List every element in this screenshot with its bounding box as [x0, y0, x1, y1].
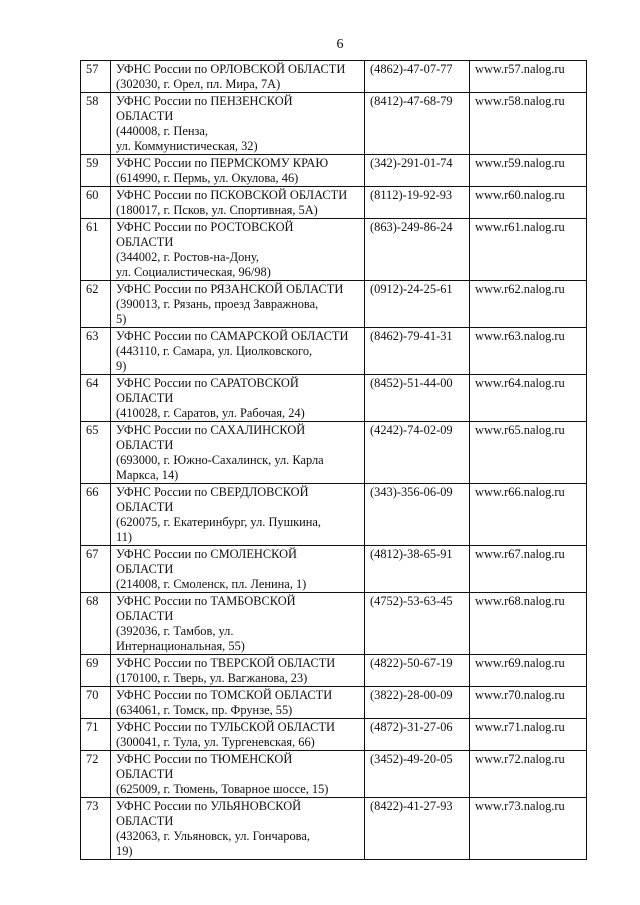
row-number: 61 — [81, 219, 111, 281]
office-cell — [111, 93, 365, 155]
office-phone: (0912)-24-25-61 — [365, 281, 470, 328]
office-name: ОБЛАСТИ — [116, 500, 174, 514]
office-cell — [111, 422, 365, 484]
row-number: 71 — [81, 719, 111, 751]
office-address: 9) — [116, 359, 127, 373]
row-number: 63 — [81, 328, 111, 375]
office-address: (625009, г. Тюмень, Товарное шоссе, 15) — [116, 782, 329, 796]
office-address: (634061, г. Томск, пр. Фрунзе, 55) — [116, 703, 293, 717]
office-name: УФНС России по ТОМСКОЙ ОБЛАСТИ — [116, 688, 333, 702]
office-website: www.r63.nalog.ru — [470, 328, 587, 375]
office-website: www.r59.nalog.ru — [470, 155, 587, 187]
office-address: 19) — [116, 844, 133, 858]
office-name: ОБЛАСТИ — [116, 235, 174, 249]
row-number: 67 — [81, 546, 111, 593]
table-row — [81, 422, 587, 484]
office-website: www.r61.nalog.ru — [470, 219, 587, 281]
office-website: www.r73.nalog.ru — [470, 798, 587, 860]
office-address: ул. Коммунистическая, 32) — [116, 139, 258, 153]
office-name: УФНС России по ПЕРМСКОМУ КРАЮ — [116, 156, 329, 170]
office-address: (390013, г. Рязань, проезд Завражнова, — [116, 297, 319, 311]
office-website: www.r64.nalog.ru — [470, 375, 587, 422]
row-number: 60 — [81, 187, 111, 219]
office-address: Маркса, 14) — [116, 468, 179, 482]
office-address: (392036, г. Тамбов, ул. — [116, 624, 234, 638]
row-number: 57 — [81, 61, 111, 93]
row-number: 68 — [81, 593, 111, 655]
page-number: 6 — [336, 37, 344, 52]
office-phone: (863)-249-86-24 — [365, 219, 470, 281]
office-phone: (343)-356-06-09 — [365, 484, 470, 546]
office-name: УФНС России по ТВЕРСКОЙ ОБЛАСТИ — [116, 656, 336, 670]
office-cell — [111, 375, 365, 422]
office-website: www.r57.nalog.ru — [470, 61, 587, 93]
tax-offices-table — [80, 60, 587, 860]
office-address: (214008, г. Смоленск, пл. Ленина, 1) — [116, 577, 307, 591]
table-row — [81, 655, 587, 687]
office-address: (432063, г. Ульяновск, ул. Гончарова, — [116, 829, 310, 843]
office-cell — [111, 593, 365, 655]
office-cell — [111, 655, 365, 687]
office-phone: (342)-291-01-74 — [365, 155, 470, 187]
office-address: (302030, г. Орел, пл. Мира, 7А) — [116, 77, 281, 91]
office-phone: (8112)-19-92-93 — [365, 187, 470, 219]
office-name: УФНС России по САМАРСКОЙ ОБЛАСТИ — [116, 329, 349, 343]
office-address: (300041, г. Тула, ул. Тургеневская, 66) — [116, 735, 315, 749]
office-website: www.r66.nalog.ru — [470, 484, 587, 546]
office-address: ул. Социалистическая, 96/98) — [116, 265, 271, 279]
office-phone: (3452)-49-20-05 — [365, 751, 470, 798]
row-number: 59 — [81, 155, 111, 187]
office-cell — [111, 187, 365, 219]
office-address: (180017, г. Псков, ул. Спортивная, 5А) — [116, 203, 318, 217]
office-phone: (4752)-53-63-45 — [365, 593, 470, 655]
office-phone: (4812)-38-65-91 — [365, 546, 470, 593]
office-address: 5) — [116, 312, 127, 326]
row-number: 66 — [81, 484, 111, 546]
office-name: УФНС России по ОРЛОВСКОЙ ОБЛАСТИ — [116, 62, 346, 76]
office-name: ОБЛАСТИ — [116, 109, 174, 123]
table-row — [81, 593, 587, 655]
office-website: www.r62.nalog.ru — [470, 281, 587, 328]
office-cell — [111, 281, 365, 328]
office-name: ОБЛАСТИ — [116, 562, 174, 576]
table-row — [81, 219, 587, 281]
office-address: (614990, г. Пермь, ул. Окулова, 46) — [116, 171, 299, 185]
office-phone: (8422)-41-27-93 — [365, 798, 470, 860]
office-website: www.r70.nalog.ru — [470, 687, 587, 719]
office-name: УФНС России по САРАТОВСКОЙ — [116, 376, 299, 390]
table-row — [81, 751, 587, 798]
office-address: (443110, г. Самара, ул. Циолковского, — [116, 344, 313, 358]
office-cell — [111, 751, 365, 798]
office-address: (344002, г. Ростов-на-Дону, — [116, 250, 259, 264]
office-website: www.r68.nalog.ru — [470, 593, 587, 655]
office-address: (620075, г. Екатеринбург, ул. Пушкина, — [116, 515, 322, 529]
office-name: УФНС России по ТУЛЬСКОЙ ОБЛАСТИ — [116, 720, 335, 734]
table-row — [81, 155, 587, 187]
office-address: (440008, г. Пенза, — [116, 124, 208, 138]
table-row — [81, 484, 587, 546]
table-row — [81, 798, 587, 860]
row-number: 69 — [81, 655, 111, 687]
office-name: УФНС России по РЯЗАНСКОЙ ОБЛАСТИ — [116, 282, 344, 296]
office-name: ОБЛАСТИ — [116, 814, 174, 828]
office-phone: (4862)-47-07-77 — [365, 61, 470, 93]
office-phone: (3822)-28-00-09 — [365, 687, 470, 719]
table-row — [81, 328, 587, 375]
office-cell — [111, 546, 365, 593]
office-name: УФНС России по САХАЛИНСКОЙ — [116, 423, 306, 437]
table-row — [81, 187, 587, 219]
office-cell — [111, 798, 365, 860]
office-name: УФНС России по УЛЬЯНОВСКОЙ — [116, 799, 302, 813]
table-row — [81, 546, 587, 593]
office-name: ОБЛАСТИ — [116, 391, 174, 405]
row-number: 70 — [81, 687, 111, 719]
office-cell — [111, 155, 365, 187]
office-name: УФНС России по СМОЛЕНСКОЙ — [116, 547, 297, 561]
table-row — [81, 719, 587, 751]
office-address: Интернациональная, 55) — [116, 639, 245, 653]
office-cell — [111, 219, 365, 281]
office-cell — [111, 328, 365, 375]
office-address: (410028, г. Саратов, ул. Рабочая, 24) — [116, 406, 305, 420]
office-name: ОБЛАСТИ — [116, 767, 174, 781]
office-website: www.r60.nalog.ru — [470, 187, 587, 219]
office-name: УФНС России по ТАМБОВСКОЙ — [116, 594, 296, 608]
office-website: www.r71.nalog.ru — [470, 719, 587, 751]
office-phone: (4242)-74-02-09 — [365, 422, 470, 484]
office-phone: (4822)-50-67-19 — [365, 655, 470, 687]
table-row — [81, 375, 587, 422]
row-number: 72 — [81, 751, 111, 798]
office-website: www.r65.nalog.ru — [470, 422, 587, 484]
table-row — [81, 687, 587, 719]
office-name: УФНС России по СВЕРДЛОВСКОЙ — [116, 485, 309, 499]
table-row — [81, 61, 587, 93]
office-website: www.r72.nalog.ru — [470, 751, 587, 798]
row-number: 64 — [81, 375, 111, 422]
office-phone: (8452)-51-44-00 — [365, 375, 470, 422]
row-number: 62 — [81, 281, 111, 328]
office-cell — [111, 61, 365, 93]
office-name: УФНС России по РОСТОВСКОЙ — [116, 220, 294, 234]
office-phone: (8462)-79-41-31 — [365, 328, 470, 375]
office-website: www.r69.nalog.ru — [470, 655, 587, 687]
office-name: УФНС России по ПЕНЗЕНСКОЙ — [116, 94, 293, 108]
office-phone: (4872)-31-27-06 — [365, 719, 470, 751]
office-phone: (8412)-47-68-79 — [365, 93, 470, 155]
office-address: (693000, г. Южно-Сахалинск, ул. Карла — [116, 453, 324, 467]
table-row — [81, 281, 587, 328]
office-website: www.r67.nalog.ru — [470, 546, 587, 593]
office-name: УФНС России по ТЮМЕНСКОЙ — [116, 752, 293, 766]
row-number: 65 — [81, 422, 111, 484]
office-name: УФНС России по ПСКОВСКОЙ ОБЛАСТИ — [116, 188, 348, 202]
office-cell — [111, 719, 365, 751]
table-row — [81, 93, 587, 155]
office-website: www.r58.nalog.ru — [470, 93, 587, 155]
row-number: 73 — [81, 798, 111, 860]
office-name: ОБЛАСТИ — [116, 609, 174, 623]
office-address: (170100, г. Тверь, ул. Вагжанова, 23) — [116, 671, 308, 685]
office-address: 11) — [116, 530, 133, 544]
office-cell — [111, 687, 365, 719]
office-cell — [111, 484, 365, 546]
row-number: 58 — [81, 93, 111, 155]
office-name: ОБЛАСТИ — [116, 438, 174, 452]
